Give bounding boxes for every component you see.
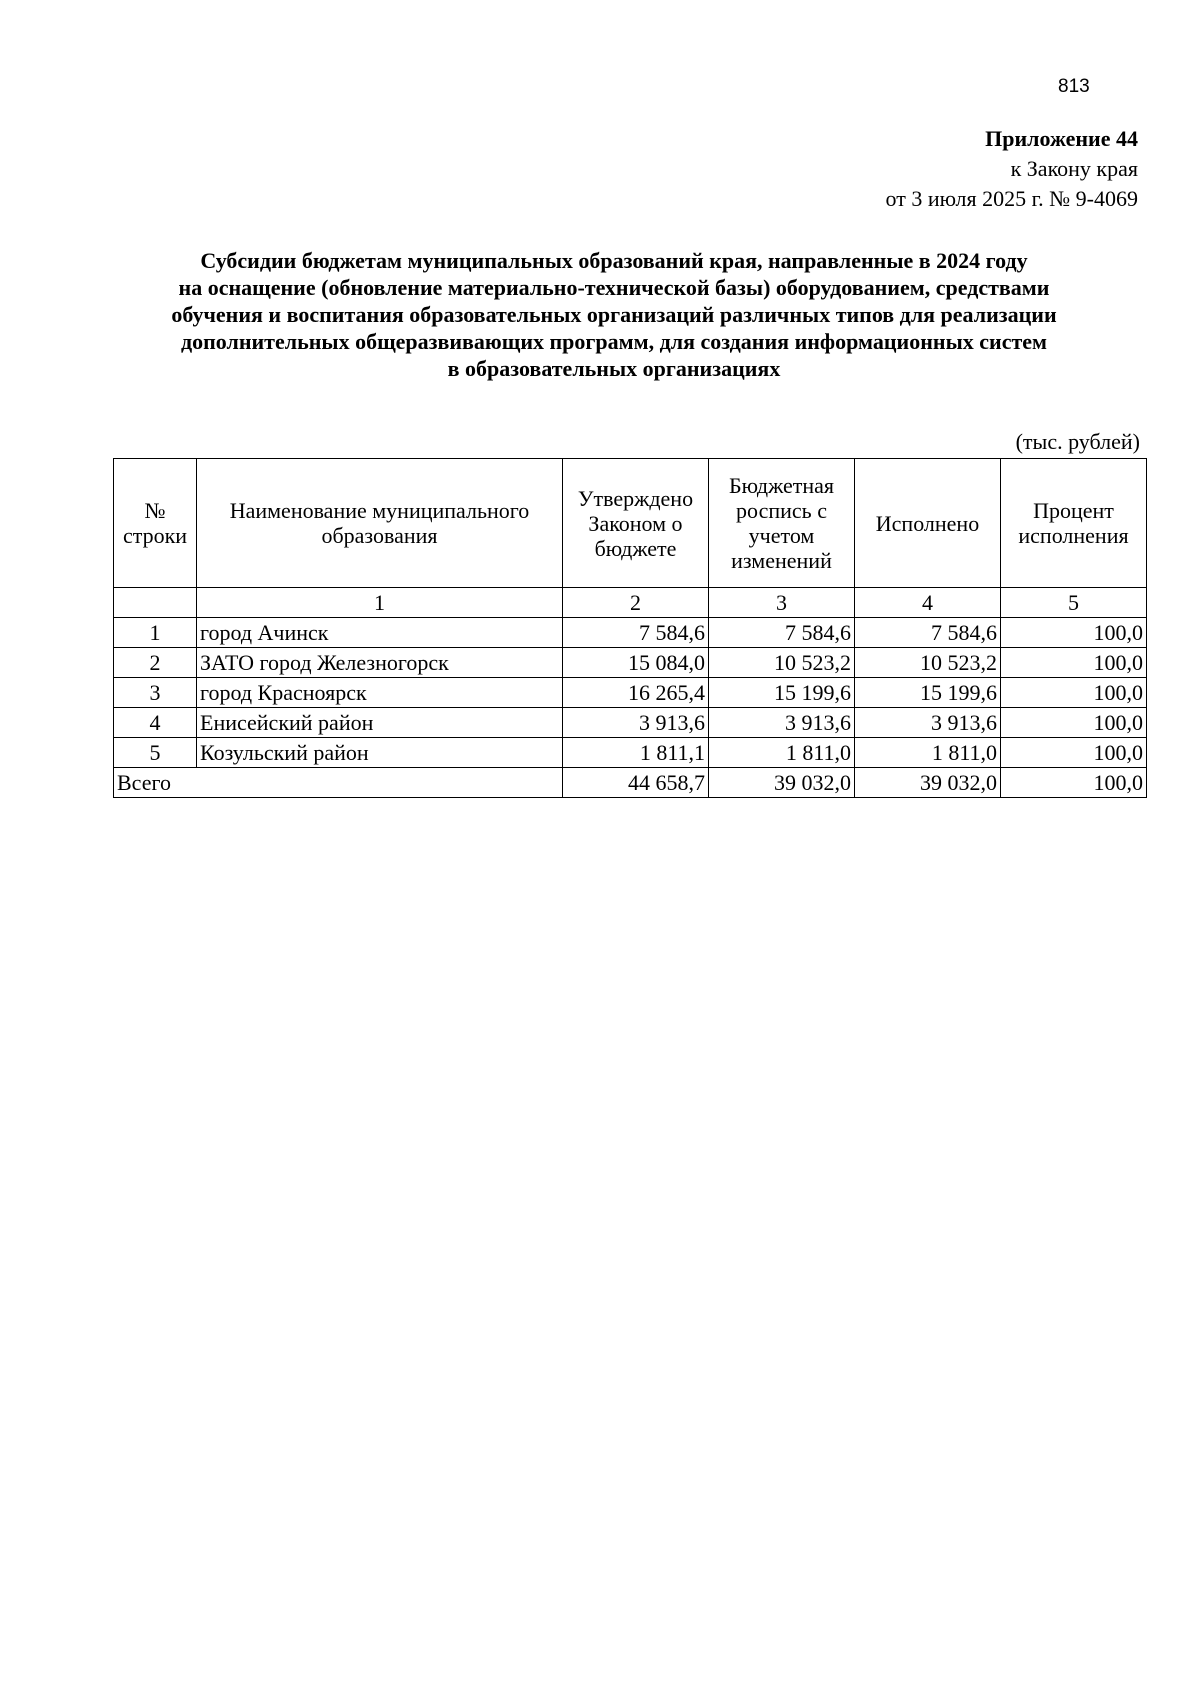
row-number: 2	[114, 648, 197, 678]
table-header-row	[114, 459, 1147, 588]
table-row	[114, 678, 1147, 708]
title-line: в образовательных организациях	[447, 356, 781, 381]
municipality-name: город Красноярск	[197, 678, 563, 708]
table-row	[114, 618, 1147, 648]
table-row	[114, 648, 1147, 678]
percent-value: 100,0	[1001, 678, 1147, 708]
municipality-name: ЗАТО город Железногорск	[197, 648, 563, 678]
budget-value: 15 199,6	[709, 678, 855, 708]
column-numbers-row	[114, 588, 1147, 618]
row-number: 1	[114, 618, 197, 648]
budget-value: 7 584,6	[709, 618, 855, 648]
executed-value: 3 913,6	[855, 708, 1001, 738]
total-budget: 39 032,0	[709, 768, 855, 798]
budget-value: 10 523,2	[709, 648, 855, 678]
header-approved: Утверждено Законом о бюджете	[563, 459, 709, 588]
header-budget-schedule: Бюджетная роспись с учетом изменений	[709, 459, 855, 588]
table-row	[114, 738, 1147, 768]
column-number-cell: 4	[855, 588, 1001, 618]
title-line: Субсидии бюджетам муниципальных образований края, направленные в 2024 году	[200, 248, 1028, 273]
title-line: обучения и воспитания образовательных организаций различных типов для реализации	[171, 302, 1057, 327]
header-executed: Исполнено	[855, 459, 1001, 588]
percent-value: 100,0	[1001, 738, 1147, 768]
row-number: 3	[114, 678, 197, 708]
executed-value: 15 199,6	[855, 678, 1001, 708]
total-executed: 39 032,0	[855, 768, 1001, 798]
row-number: 5	[114, 738, 197, 768]
column-number-cell: 5	[1001, 588, 1147, 618]
subsidies-table	[113, 458, 1147, 798]
column-number-cell: 3	[709, 588, 855, 618]
executed-value: 10 523,2	[855, 648, 1001, 678]
appendix-law-date: от 3 июля 2025 г. № 9-4069	[885, 186, 1138, 211]
budget-value: 1 811,0	[709, 738, 855, 768]
municipality-name: Енисейский район	[197, 708, 563, 738]
header-percent: Процент исполнения	[1001, 459, 1147, 588]
title-line: на оснащение (обновление материально-технической базы) оборудованием, средствами	[178, 275, 1050, 300]
approved-value: 3 913,6	[563, 708, 709, 738]
executed-value: 1 811,0	[855, 738, 1001, 768]
municipality-name: Козульский район	[197, 738, 563, 768]
page-number: 813	[1058, 76, 1090, 97]
executed-value: 7 584,6	[855, 618, 1001, 648]
units-label: (тыс. рублей)	[1015, 429, 1140, 454]
column-number-cell: 2	[563, 588, 709, 618]
table-row	[114, 708, 1147, 738]
column-number-cell: 1	[197, 588, 563, 618]
document-title	[114, 247, 1114, 382]
appendix-law-ref: к Закону края	[1010, 156, 1138, 181]
municipality-name: город Ачинск	[197, 618, 563, 648]
appendix-title: Приложение 44	[985, 126, 1138, 151]
header-municipality: Наименование муниципального образования	[197, 459, 563, 588]
total-percent: 100,0	[1001, 768, 1147, 798]
approved-value: 16 265,4	[563, 678, 709, 708]
total-label: Всего	[114, 768, 563, 798]
header-row-number: № строки	[114, 459, 197, 588]
column-number-cell	[114, 588, 197, 618]
percent-value: 100,0	[1001, 648, 1147, 678]
row-number: 4	[114, 708, 197, 738]
total-row	[114, 768, 1147, 798]
budget-value: 3 913,6	[709, 708, 855, 738]
percent-value: 100,0	[1001, 708, 1147, 738]
total-approved: 44 658,7	[563, 768, 709, 798]
approved-value: 15 084,0	[563, 648, 709, 678]
title-line: дополнительных общеразвивающих программ, для создания информационных систем	[180, 329, 1048, 354]
appendix-header	[886, 124, 1138, 214]
percent-value: 100,0	[1001, 618, 1147, 648]
approved-value: 7 584,6	[563, 618, 709, 648]
approved-value: 1 811,1	[563, 738, 709, 768]
